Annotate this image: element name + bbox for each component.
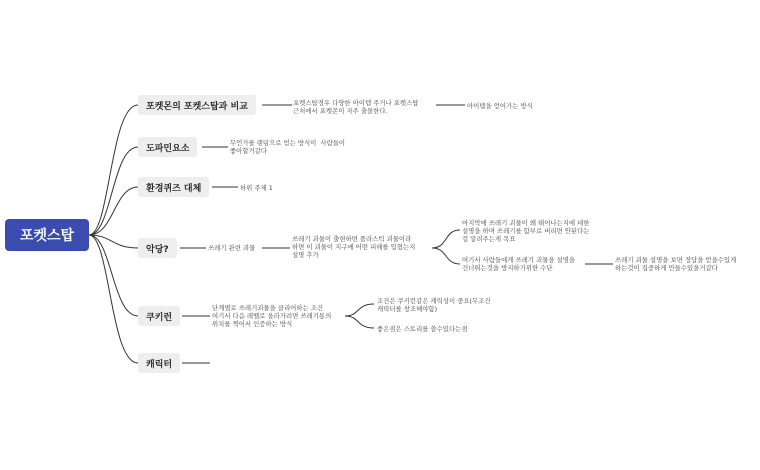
topic-character[interactable]: 캐릭터 (138, 353, 180, 373)
topic-cookie-run[interactable]: 쿠키런 (138, 306, 180, 326)
note-story-advantage[interactable]: 좋은점은 스토리를 쓸수있다는점 (377, 325, 468, 333)
topic-pokemon-comparison[interactable]: 포켓몬의 포켓스탑과 비교 (138, 95, 256, 115)
root-topic[interactable]: 포켓스탑 (5, 219, 89, 251)
subnote-item-acquisition[interactable]: 아이템을 얻어가는 방식 (467, 102, 533, 110)
note-character-importance[interactable]: 조건은 쿠키런같은 캐릭성이 중요(무조건 캐릭터를 창조해야함) (377, 297, 491, 313)
note-monster-origin[interactable]: 마지막에 쓰레기 괴물이 왜 태어나는지에 대한 설명을 하며 쓰레기를 함부로 버리면 안된다는 걸 알려주는게 목표 (462, 219, 590, 243)
note-level-conditions[interactable]: 단계별로 쓰레기괴물을 클리어하는 조건 여기서 다음 레벨로 올라가려면 쓰레기통의 위치를 찍어서 인증하는 방식 (212, 304, 332, 328)
note-trash-monster[interactable]: 쓰레기 관련 괴물 (208, 244, 256, 252)
note-answer-focus[interactable]: 쓰레기 괴물 설명을 보면 정답을 얻을수있게 하는것이 집중하게 만들수있을거같다 (615, 256, 737, 272)
note-pokestop-items[interactable]: 포켓스탑경우 다양한 아이템 주거나 포켓스탑 근처에서 포켓몬이 자주 출몰한다. (293, 99, 419, 115)
connector-b4-sub0 (345, 304, 374, 316)
connector-b4-sub1 (345, 316, 374, 328)
topic-dopamine[interactable]: 도파민요소 (138, 137, 197, 157)
connector-root-b1 (89, 147, 138, 235)
topic-villain[interactable]: 악당? (138, 238, 177, 258)
connector-root-b5 (89, 235, 138, 363)
note-subtopic-1[interactable]: 하위 주제 1 (240, 184, 273, 192)
connector-root-b0 (89, 105, 138, 235)
connector-b3-subsub0 (432, 230, 460, 248)
note-random-reward[interactable]: 무언가를 랜덤으로 얻는 방식이 사람들이 좋아할거같다 (230, 139, 346, 155)
note-plastic-monster[interactable]: 쓰레기 괴물이 출현하면 플라스틱 괴물이라 하면 이 괴물이 지구에 어떤 피해를 입혔는지 설명 추가 (292, 235, 416, 259)
note-skip-prevention[interactable]: 여기서 사람들에게 쓰레기 괴물을 설명을 건너뛰는것을 방지하기위한 수단 (462, 256, 576, 272)
connector-b3-subsub1 (432, 248, 460, 264)
topic-env-quiz[interactable]: 환경퀴즈 대체 (138, 177, 209, 197)
